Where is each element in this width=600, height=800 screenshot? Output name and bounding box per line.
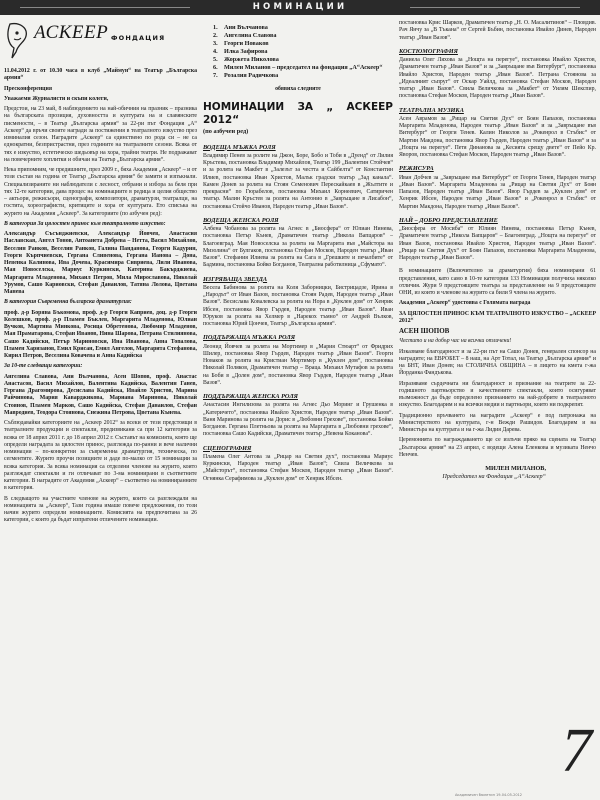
list-item: 5. Жоржета Николова [213, 56, 279, 63]
list-item: 6. Милен Миланов – председател на фондация „А“Аскеер“ [213, 64, 383, 71]
patronage-paragraph: Традиционно връчването на наградите „Аскеер“ е под патронажа на Министерството на културата, г-н Вежди Рашидов. Благодарим и на Министъра на културата и на г-жа Лидия Дарева. [399, 412, 596, 433]
greeting: Уважаеми Журналисти и скъпи колеги, [4, 95, 109, 102]
category-heading: ВОДЕЩА ЖЕНСКА РОЛЯ [203, 216, 279, 224]
jury-category-heading: В категория Съвременна българска драматургия: [4, 299, 132, 306]
mask-icon [6, 22, 32, 60]
sponsors-paragraph: Изказваме благодарност и за 22-ри път на Сашо Донев, генерален спонсор на наградите; на ЕВРОБЕТ – 8 наш, на Арт Тотал, на Театър „Българска армия“ и на БНТ, Иван Донев; на СТОЛИЧНА ОБЩИНА – в лицето на кмета г-жа Йорданка Фандъкова. [399, 348, 596, 377]
logo-wordmark: АСКЕЕР [34, 22, 109, 43]
column-middle [203, 20, 393, 796]
list-item: 2. Ангелина Славова [213, 32, 277, 39]
grand-award-title: ЗА ЦЯЛОСТЕН ПРИНОС КЪМ ТЕАТРАЛНОТО ИЗКУСТВО – „АСКЕЕР 2012“ [399, 310, 596, 324]
category-nominees: Анастасия Ингилизова за ролята на Агнес Дьо Моринг и Грушенка в „Катеричето“, постановка Ивайло Христов, Народен театър „Иван Вазов“. Ваня Маринова за ролята на Дорис в „Любовни Грехове“, постановка Бойко Богданов. Гергана Плетньова за ролята на Маргарита в „Любовни грехове“, постановка Сашо Кадийски, Драматичен театър „Невена Коканова“. [203, 402, 393, 438]
category-nominees: Владимир Пенев за ролите на Джон, Боре, Бобо и Тоби в „Дуенд“ от Лилия Кръстева, постановка Владимир Михайлов, Театър 199 „Валентин Стойчев“ и за ролята на Макбет в „Залезът за честта и Сайбелта“ от Константин Илиев, постановка Иван Христов, Малък градски театър „Зад канала“. Камен Донев за ролята на Стоян Семенович Перескайкаев в „Жълтите и прекрасни“ по Гюрабелов, постановка Михаил Корнеевич, Сатиричен театър. Малин Кръстев за ролята на Антонио в „Завръщане в Лисабон“, постановка Стойчо Иванов, Народен театър „Иван Вазов“. [203, 152, 393, 210]
signature-name: МИЛЕН МИЛАНОВ, [485, 465, 546, 472]
congratulations: Честито и на добър час на всички отличени! [399, 338, 512, 345]
selection-paragraph: Съблюдавайки категориите на „Аскеер 2012“ за всеки от тези предстоящи в театралните продукции и спектакли, предизвикани са при 12 категории за всяка от 18 април 2011 г. до 18 април 2012 г. Съставът на комисията, която ще определи наградата за цялостен принос, разглежда по-ранни и вече налични номинации – по-конкретни за съвременна драматургия, техническа, по сегментите. Журито проучи позициите и даде по-малко от 15 номинации за всяка категория. За всяка номинация са отделени членове на журито, които разглеждат спектакли и ги отличават по 3-ма номинирани в съответните категории. В наградите от Академия „Аскеер“ – съответно на номиниранните в категория. [4, 420, 197, 492]
members-note: обявиха следните [275, 86, 321, 92]
list-item: 7. Розалия Радичкова [213, 72, 279, 79]
ceremony-paragraph: Церемонията по награждаването ще се излъчи пряко на сцената на Театър „Българска армия“ на 23 април, с водещи Алена Еленкова и музиката Ненчо Ненчев. [399, 437, 596, 458]
category-heading: РЕЖИСУРА [399, 165, 434, 173]
jury-list: Александър Съсънджиевски, Александър Йовчев, Анастасия Наславская, Ангел Тонов, Антоанета Добрева – Нетта, Васил Михайлов, Веселин Ранков, Веселин Ранков, Галина Панданова, Георги Кадурин, Георги Кърпчиевски, Гергана Сливенова, Гергана Ианова – Дона, Невенка Калинова, Ива Дочева, Красимира Сивриева, Лили Иванова, Мая Новоселска, Мариус Куркински, Катерина Бакърджиева, Маргарита Младенова, Михаил Петров, Мила Мирославова, Николай Урумов, Сашо Кариовски, Стефан Данаилов, Татяна Лолова, Цветана Манева [4, 231, 197, 295]
category-heading: ТЕАТРАЛНА МУЗИКА [399, 106, 464, 114]
press-heading: Пресконференция [4, 85, 52, 92]
category-nominees: Даниела Олег Ляхова за „Нощта на перегуе“, постановка Ивайло Христов, Драматичен театър „Иван Вазов“ и за „Завръщане във Витербург“, постановка Ивайло Христов, Народен театър „Иван Вазов“. Петрана Стоянова за „Идеалният съпруг“ от Оскар Уайлд, постановка Стефан Москов, Народен театър „Иван Вазов“. Свила Величкова за „Макбет“ от Уилям Шекспир, постановка Стефан Москов, Народен театър „Иван Вазов“. [399, 57, 596, 100]
jury-category-heading: За 10-те следващи категории: [4, 363, 83, 370]
column-left [4, 20, 197, 796]
commission-members [213, 24, 393, 80]
category-nominees: Асен Аврамов за „Рицар на Светия Дух“ от Боян Папазов, постановка Маргарита Младенова, Народен театър „Иван Вазов“ и за „Завръщане във Витербург“ от Георги Тенев. Калин Николов за „Рокенрол в Стъбис“ от Мартин Макдона, постановка Явор Гърдев, Народен театър „Иван Вазов“ и за „Нощта на перегуе“. Петя Динанова за „Кесията срещу двете“ от Пейо Кр. Яворов, постановка Стефан Москов, Народен театър „Иван Вазов“. [399, 115, 596, 158]
category-heading: ПОДДЪРЖАЩА МЪЖКА РОЛЯ [203, 334, 296, 342]
page-number: 7 [561, 717, 592, 785]
continued-nominees: постановка Крис Шарков, Драматичен театър „Н. О. Масалитинов“ – Пловдив. Рач Янчу за „В Тъкана“ от Сергей Бъбин, постановка Ивайло Динев, Народен театър „Иван Вазов“. [399, 20, 596, 41]
section-banner: НОМИНАЦИИ [0, 0, 600, 15]
category-nominees: Весела Бабинова за ролята на Коля Заборницки, Бистрицадзе, Ирина в „Народът“ от Иван Вазов, постановка Стоян Радев, Народен театър „Иван Вазов“. Весислава Ковалевска за ролята на Нора в „Куклен дом“ от Хенрик Ибсен, постановка Явор Гърдев, Народен театър „Иван Вазов“. Иван Юруков за ролята на Хелмер в „Нарекох тъмно“ от Андрей Вълков, постановка Юрий Цончев, Театър „Българска армия“. [203, 284, 393, 327]
category-nominees: Иван Добчев за „Завръщане във Витербург“ от Георги Тенев, Народен театър „Иван Вазов“. Маргарита Младенова за „Рицар на Светия Дух“ от Боян Папазов, Народен театър „Иван Вазов“. Явор Гърдев за „Куклен дом“ от Хенрик Ибсен, Народен театър „Иван Вазов“ и „Рокенрол в Стъбис“ от Мартин Макдона, Народен театър „Иван Вазов“. [399, 174, 596, 210]
column-right [399, 20, 596, 796]
nominations-order-note: (по азбучен ред) [203, 128, 249, 136]
nominations-title: НОМИНАЦИИ ЗА „ АСКЕЕР 2012“ [203, 101, 393, 127]
category-heading: ПОДДЪРЖАЩА ЖЕНСКА РОЛЯ [203, 393, 298, 400]
footer-note: Aкадемичен бюлетин 19-04-05-2012 [455, 793, 523, 797]
foundation-logo [4, 20, 197, 64]
list-item: 3. Георги Новаков [213, 40, 269, 47]
category-nominees: Албена Чобанова за ролята на Агнес в „Биосфера“ от Юлиан Нинева, постановка Петър Кънев, Драматичен театър „Никола Вапцаров“ – Благоевград. Мая Новоселска за ролята на Маргарита във „Майстора на Мизолина“ от Булгаков, постановка Стефан Москов, Народен театър „Иван Вазов“. Стефания Илиева за ролята на Сага в „Грешките и печалбите“ от Бадмина, постановка Бойко Богданов, Театрална работилница „Сфумато“. [203, 226, 393, 269]
members-paragraph: В следващото на участните членове на журито, които са разглеждали на номинацията за „Аскеер“, Тази година имаше повече предложения, по този начин журито определи номинациите. Комисията на предпочитана за 26 категории, с които да бъдат изпратени отличените номинации. [4, 495, 197, 524]
logo-subtitle: ФОНДАЦИЯ [111, 34, 166, 42]
signature [399, 465, 596, 481]
jury-list: проф. д-р Боряна Бъкомова, проф. д-р Георги Каприев, доц. д-р Георги Колешков, проф. д-р Пламен Бъклев, Маргарита Младенова, Юлиан Вучков, Мартина Минкова, Росица Обретенова, Любомир Младенов, Мая Праматарова, Стефан Иванов, Нина Шарова, Петрана Стилиянова, Сашо Кадийски, Петър Мариновски, Ина Иванова, Анна Топалова, Пламен Харизанов, Емил Крисан, Емил Ангелов, Маргарита Стефанова, Кирил Петров, Веселина Ковачева и Анна Кадийска [4, 309, 197, 359]
category-nominees: Леонид Йовчев за ролята на Мортимер в „Мария Стюарт“ от Фридрих Шилер, постановка Явор Гърдев, Народен театър „Иван Вазов“. Георги Новаков за ролята на Кристиан Мортимер в „Куклен дом“, постановка Николай Поляков, Драматичен театър – Враца. Михаил Мутафов за ролята на Боби в „Долен дом“, постановка Явор Гърдев, Народен театър „Иван Вазов“. [203, 343, 393, 386]
signature-role: Председател на Фондация „А“Аскеер“ [442, 473, 546, 480]
category-heading: ВОДЕЩА МЪЖКА РОЛЯ [203, 143, 276, 151]
theatres-paragraph: Изразяваме сърдечната ни благодарност и признание на театрите за 22-годишното партньорство и качествените спектакли, които осигуряват възможност да бъде определено признанието на най-добрите в театралното изкуство. Благодарим и на всички медии и партньори, които ни подкрепят. [399, 380, 596, 409]
grand-award-line: Академия „Аскеер“ удостоява с Голямата награда [399, 300, 531, 307]
category-heading: СЦЕНОГРАФИЯ [203, 444, 252, 452]
academy-paragraph: Нека припомним, че предишните, през 2009 г., бяха Академия „Аскеер“ – и от този състав на година от Театър „Българска армия“ бе замити и изпъкнали. Специализираните ни наблюдатели с лесност, отбрани и избора за беля при тях 12-те категории, дава процес на номинациите в редица и целия общество – актьори, режисьори, сценографи, композитори, драматурзи, театралци, на гостита, хореографисти, критиците и хора от културата. Ето списъка на журито на Академия „Аскеер“. За категориите (по азбучен ред): [4, 167, 197, 217]
press-date: 11.04.2012 г. от 10.30 часа в клуб „Маймун“ на Театър „Българска армия“ [4, 68, 197, 82]
intro-paragraph: Предстои, на 23 май, 8 наблюдението на най-обичния на празник – празника на българската прозиция, духовността и културата на и славянските писмености, – в Театър „Българска армия“ за 22-ри път Фондация „А“ Аскеер“ да връчи своите награди за постижения в театралното изкуство през изминалия сезон. Наградите „Аскеер“ са единствено по рода си – не са еднократни, безпристрастни, през годините на театралните сезони. Всяка от тях е изкуство, естетическо шедьовър на хора, трайни театри. Не подражават на повечерните хоплитки и обичаи на Театър „Българска армия“. [4, 106, 197, 163]
jury-list: Ангелина Славова, Ани Вълчанова, Асен Шопов, проф. Анастас Анастасов, Васил Михайлов, Валентина Кадийска, Валентин Ганев, Гергана Драгомирова, Десислава Кадийска, Ивайло Христов, Марина Райчинова, Мария Каварджикова, Мариана Маринова, Николай Стоянов, Пламен Марков, Сашо Кадийска, Стефан Данаилов, Стефан Мавродиев, Теодора Стоянова, Снежина Петрова, Цветана Кънева. [4, 373, 197, 416]
list-item: 4. Илка Зафирова [213, 48, 268, 55]
jury-category-heading: В категория За цялостен принос към театралното изкуство: [4, 220, 166, 227]
category-nominees: „Биосфера от Мосиба“ от Юлиян Нинева, постановка Петър Кънев, Драматичен театър „Никола Вапцаров“ – Благоевград. „Нощта на перегуе“ от Иван Вазов, постановка Ивайло Христов, Народен театър „Иван Вазов“. „Рицар на Светия Дух“ от Боян Папазов, постановка Маргарита Младенова, Народен театър „Иван Вазов“. [399, 226, 596, 261]
category-heading: НАЙ – ДОБРО ПРЕДСТАВЛЕНИЕ [399, 216, 498, 224]
list-item: 1. Ани Вълчанова [213, 24, 268, 31]
category-nominees: Пламена Олег Антова за „Рицар на Светия дух“, постановка Мариус Куркински, Народен театър „Иван Вазов“; Свила Величкова за „Майсторът“, постановка Стефан Москов, Народен театър „Иван Вазов“. Огнянка Серафимова за „Куклен дом“ от Хенрик Ибсен. [203, 453, 393, 482]
category-heading: КОСТЮМОГРАФИЯ [399, 47, 458, 55]
jury-summary: В номинациите (Включително за драматургия) бяха номинирани 61 представления, като само в 10-те категории 133 Номинации получиха няколко отличия. Жури 9 предстоящите театъра за представление на 9 предстоящите ОНИ, из които и членове на журито са били 9 члена на журито. [399, 268, 596, 296]
grand-award-recipient: АСЕН ШОПОВ [399, 327, 450, 335]
category-heading: ИЗГРЯВАЩА ЗВЕЗДА [203, 275, 268, 283]
